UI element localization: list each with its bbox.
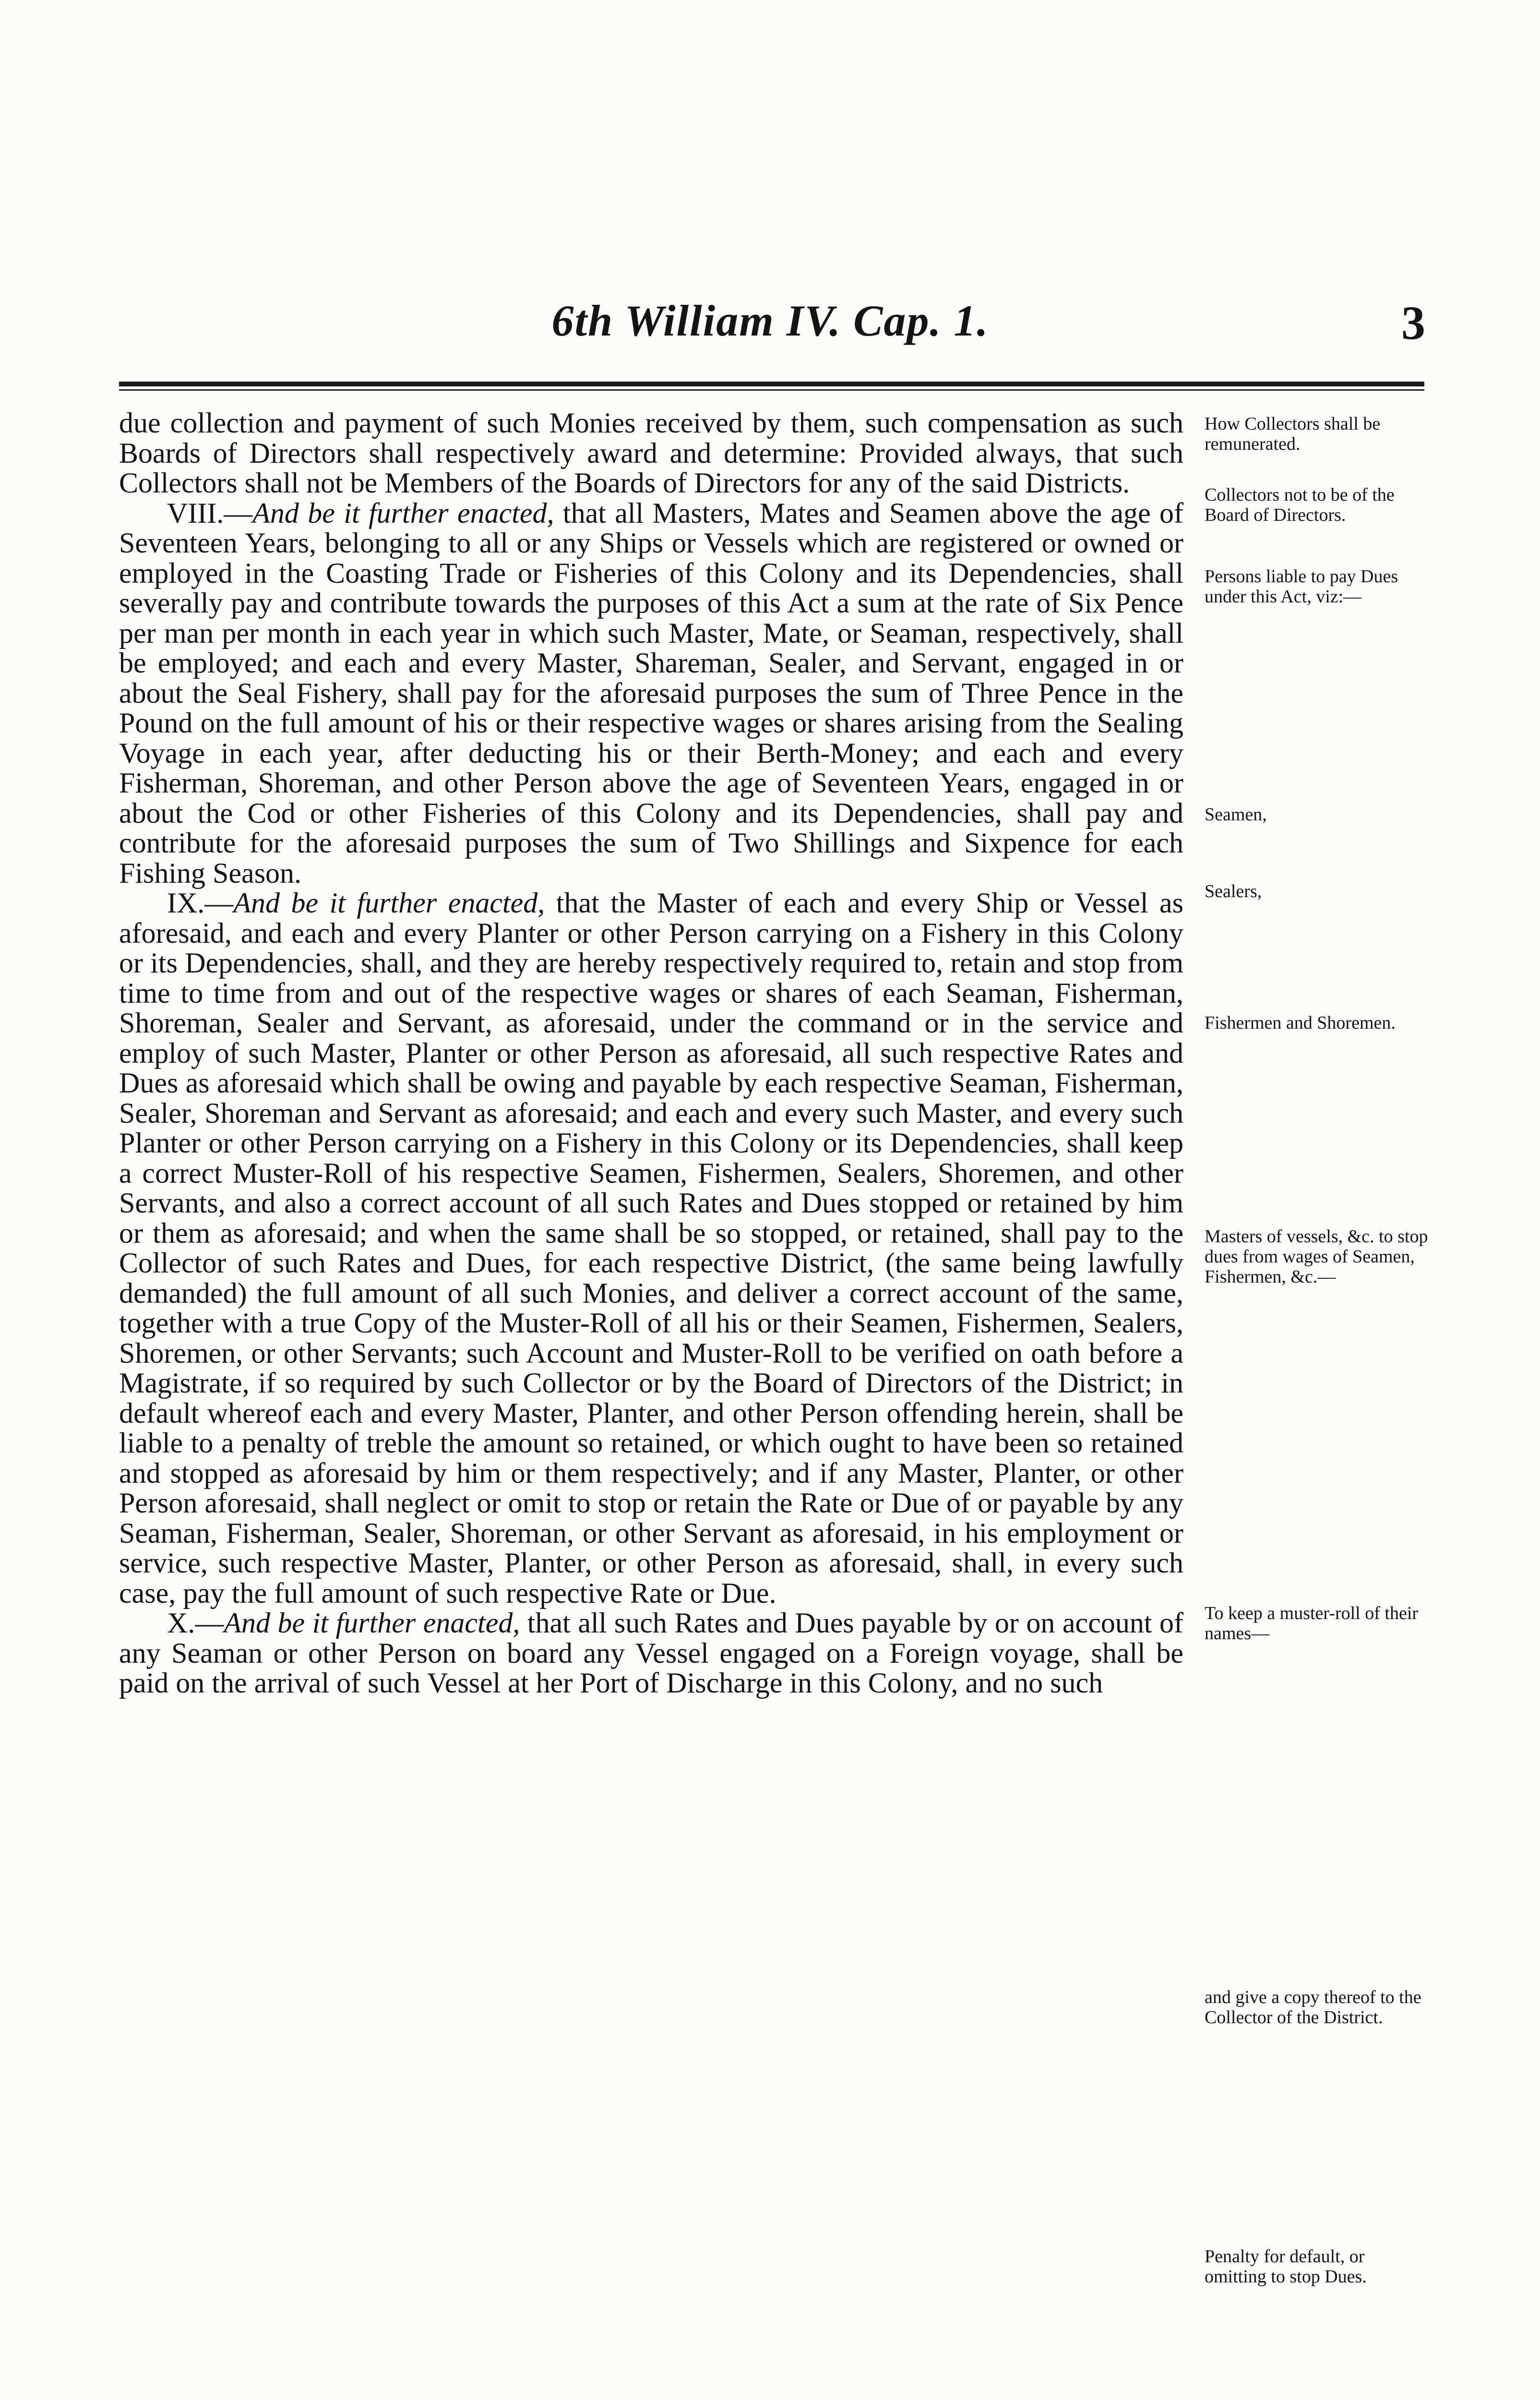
margin-notes [1205,0,1430,2400]
section-10 [119,1608,1183,1698]
margin-note: Masters of vessels, &c. to stop dues from wages of Seamen, Fishermen, &c.— [1205,1226,1428,1287]
section-9-intro: And be it further enacted, [233,887,545,919]
body-text [119,408,1183,1698]
margin-note: Persons liable to pay Dues under this Act, viz:— [1205,566,1398,607]
section-8-text: that all Masters, Mates and Seamen above the age of Seventeen Years, belonging to all or any Ships or Vessels which are registered or owned or employed in the Coasting Trade or Fisheries of this Colony and its Dependencies, shall severally pay and contribute towards the purposes of this Act a sum at the rate of Six Pence per man per month in each year in which such Master, Mate, or Seaman, respectively, shall be employed; and each and every Master, Shareman, Sealer, and Servant, engaged in or about the Seal Fishery, shall pay for the aforesaid purposes the sum of Three Pence in the Pound on the full amount of his or their respective wages or shares arising from the Sealing Voyage in each year, after deducting his or their Berth-Money; and each and every Fisherman, Shoreman, and other Person above the age of Seventeen Years, engaged in or about the Cod or other Fisheries of this Colony and its Dependencies, shall pay and contribute for the aforesaid purposes the sum of Two Shillings and Sixpence for each Fishing Season. [119,497,1184,889]
section-9-number: IX.— [167,887,234,919]
margin-note: How Collectors shall be remunerated. [1205,414,1381,454]
margin-note: To keep a muster-roll of their names— [1205,1603,1419,1644]
section-8-number: VIII.— [167,497,253,529]
paragraph-continuation: due collection and payment of such Monies received by them, such compensation as such Boards of Directors shall respectively award and determine: Provided always, that such Collectors shall not be Members of the Boards of Directors for any of the said Districts. [119,407,1183,499]
margin-note: and give a copy thereof to the Collector of the District. [1205,1987,1421,2028]
margin-note: Sealers, [1205,881,1262,901]
section-8 [119,498,1183,888]
section-10-intro: And be it further enacted, [224,1607,520,1639]
section-10-number: X.— [167,1607,224,1639]
section-8-intro: And be it further enacted, [252,497,554,529]
margin-note: Seamen, [1205,804,1267,825]
section-9-text: that the Master of each and every Ship or Vessel as aforesaid, and each and every Planter or other Person carrying on a Fishery in this Colony or its Dependencies, shall, and they are hereby respectively required to, retain and stop from time to time from and out of the respective wages or shares of each Seaman, Fisherman, Shoreman, Sealer and Servant, as aforesaid, under the command or in the service and employ of such Master, Planter or other Person as aforesaid, all such respective Rates and Dues as aforesaid which shall be owing and payable by each respective Seaman, Fisherman, Sealer, Shoreman and Servant as aforesaid; and each and every such Master, and every such Planter or other Person carrying on a Fishery in this Colony or its Dependencies, shall keep a correct Muster-Roll of his respective Seamen, Fishermen, Sealers, Shoremen, and other Servants, and also a correct account of all such Rates and Dues stopped or retained by him or them as aforesaid; and when the same shall be so stopped, or retained, shall pay to the Collector of such Rates and Dues, for each respective District, (the same being lawfully demanded) the full amount of all such Monies, and deliver a correct account of the same, together with a true Copy of the Muster-Roll of all his or their Seamen, Fishermen, Sealers, Shoremen, or other Servants; such Account and Muster-Roll to be verified on oath before a Magistrate, if so required by such Collector or by the Board of Directors of the District; in default whereof each and every Master, Planter, and other Person offending herein, shall be liable to a penalty of treble the amount so retained, or which ought to have been so retained and stopped as aforesaid by him or them respectively; and if any Master, Planter, or other Person aforesaid, shall neglect or omit to stop or retain the Rate or Due of or payable by any Seaman, Fisherman, Sealer, Shoreman, or other Servant as aforesaid, in his employment or service, such respective Master, Planter, or other Person as aforesaid, shall, in every such case, pay the full amount of such respective Rate or Due. [119,887,1183,1609]
section-9 [119,888,1183,1608]
margin-note: Fishermen and Shoremen. [1205,1013,1396,1033]
margin-note: Collectors not to be of the Board of Directors. [1205,485,1395,525]
running-title: 6th William IV. Cap. 1. [551,296,989,345]
margin-note: Penalty for default, or omitting to stop Dues. [1205,2246,1367,2287]
page-number: 3 [1401,296,1425,349]
section-10-text: that all such Rates and Dues payable by or on account of any Seaman or other Person on board any Vessel engaged on a Foreign voyage, shall be paid on the arrival of such Vessel at her Port of Discharge in this Colony, and no such [119,1607,1184,1699]
